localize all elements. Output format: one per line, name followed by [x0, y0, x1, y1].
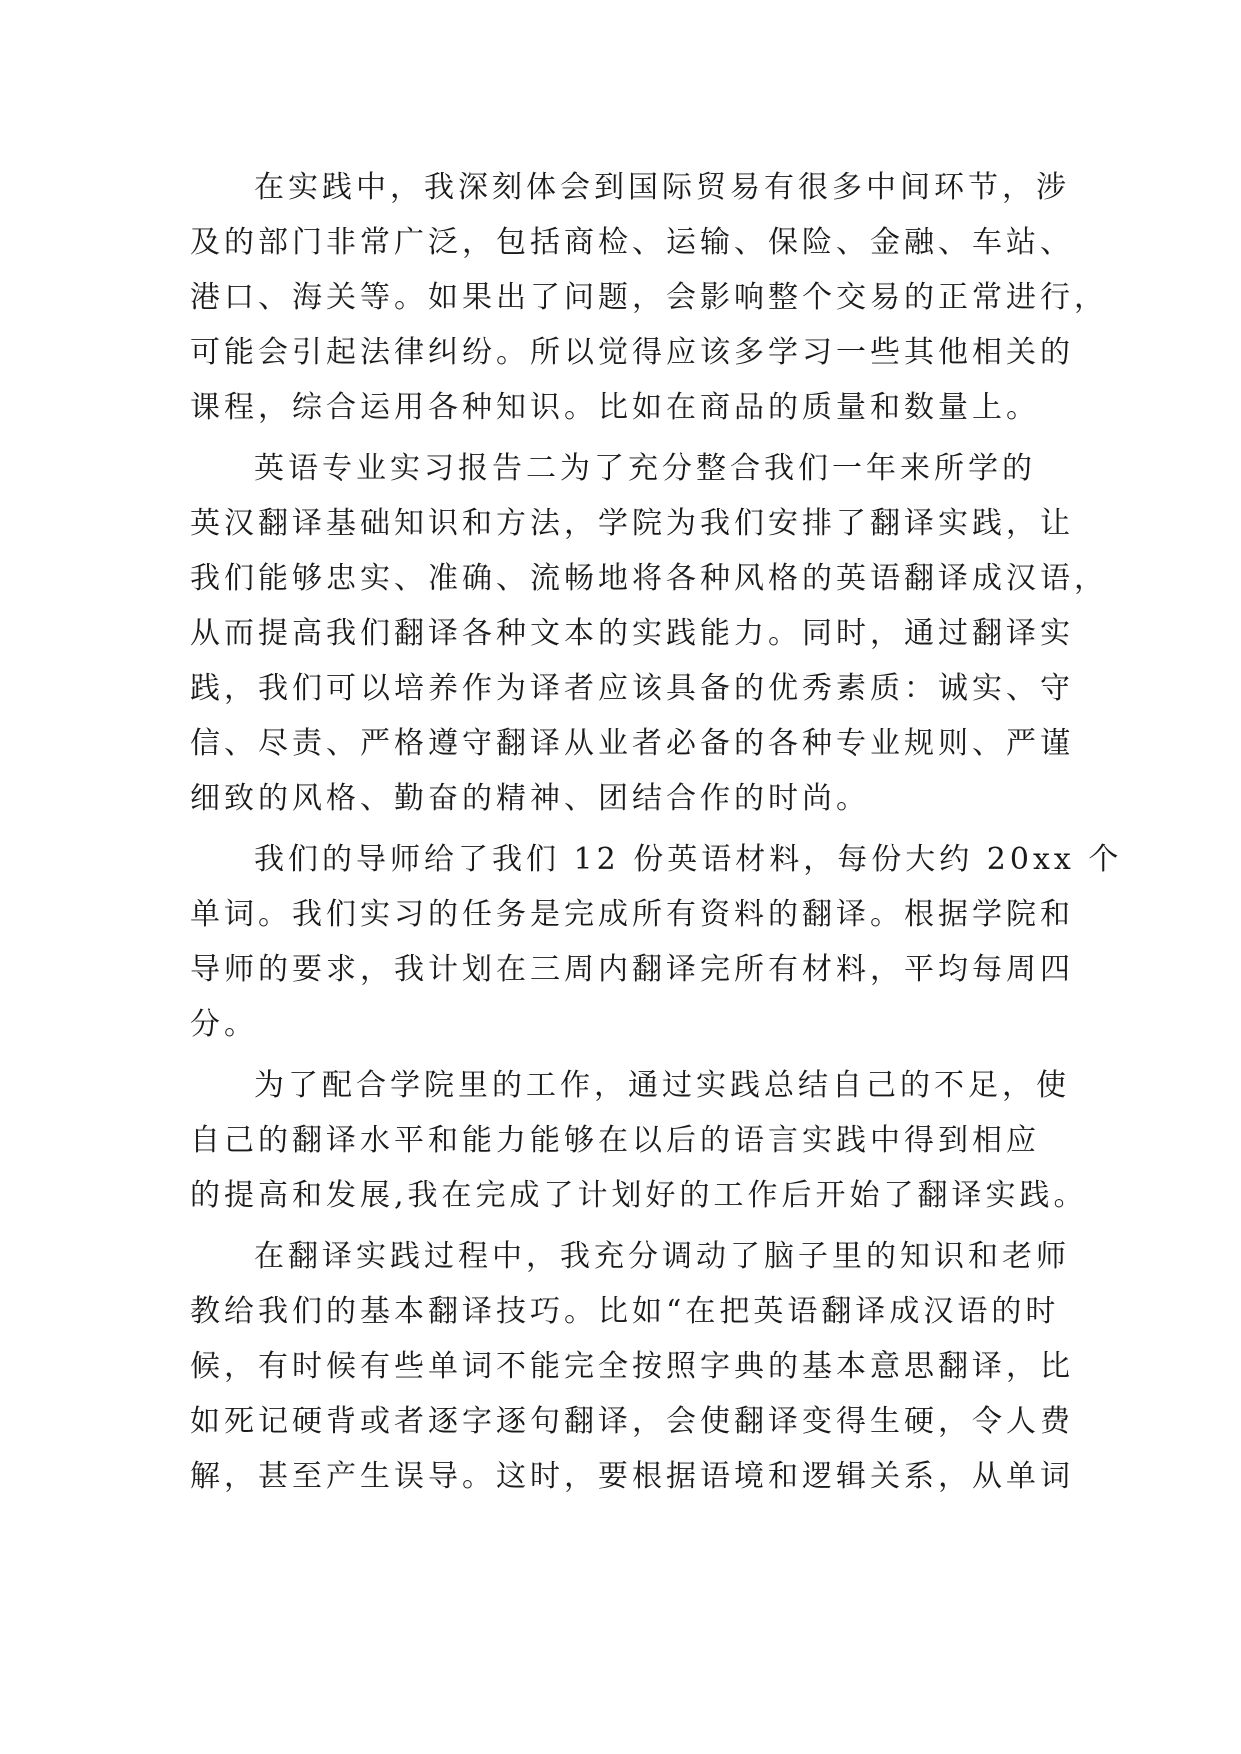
paragraph-1: [190, 160, 1108, 435]
text-line: 分。: [190, 1007, 258, 1042]
text-line: 我们的导师给了我们 12 份英语材料，每份大约 20xx 个: [254, 842, 1123, 877]
text-line: 我们能够忠实、准确、流畅地将各种风格的英语翻译成汉语，: [190, 561, 1108, 596]
text-line: 英语专业实习报告二为了充分整合我们一年来所学的: [254, 451, 1036, 486]
text-line: 可能会引起法律纠纷。所以觉得应该多学习一些其他相关的: [190, 335, 1074, 370]
text-line: 细致的风格、勤奋的精神、团结合作的时尚。: [190, 781, 870, 816]
text-line: 从而提高我们翻译各种文本的实践能力。同时，通过翻译实: [190, 616, 1074, 651]
text-line: 在实践中，我深刻体会到国际贸易有很多中间环节，涉: [254, 170, 1070, 205]
text-line: 港口、海关等。如果出了问题，会影响整个交易的正常进行，: [190, 280, 1108, 315]
paragraph-2: [190, 441, 1108, 826]
text-line: 解，甚至产生误导。这时，要根据语境和逻辑关系，从单词: [190, 1459, 1074, 1494]
text-line: 教给我们的基本翻译技巧。比如“在把英语翻译成汉语的时: [190, 1294, 1060, 1329]
text-line: 为了配合学院里的工作，通过实践总结自己的不足，使: [254, 1068, 1070, 1103]
text-line: 课程，综合运用各种知识。比如在商品的质量和数量上。: [190, 390, 1040, 425]
text-line: 候，有时候有些单词不能完全按照字典的基本意思翻译，比: [190, 1349, 1074, 1384]
paragraph-3: [190, 832, 1123, 1052]
text-line: 及的部门非常广泛，包括商检、运输、保险、金融、车站、: [190, 225, 1074, 260]
text-line: 单词。我们实习的任务是完成所有资料的翻译。根据学院和: [190, 897, 1074, 932]
text-line: 的提高和发展,我在完成了计划好的工作后开始了翻译实践。: [190, 1178, 1088, 1213]
text-line: 信、尽责、严格遵守翻译从业者必备的各种专业规则、严谨: [190, 726, 1074, 761]
paragraph-5: [190, 1229, 1080, 1504]
paragraph-4: [190, 1058, 1088, 1223]
document-body: [190, 160, 1123, 1504]
text-line: 在翻译实践过程中，我充分调动了脑子里的知识和老师: [254, 1239, 1070, 1274]
text-line: 导师的要求，我计划在三周内翻译完所有材料，平均每周四: [190, 952, 1074, 987]
text-line: 英汉翻译基础知识和方法，学院为我们安排了翻译实践，让: [190, 506, 1074, 541]
text-line: 践，我们可以培养作为译者应该具备的优秀素质：诚实、守: [190, 671, 1074, 706]
text-line: 自己的翻译水平和能力能够在以后的语言实践中得到相应: [190, 1123, 1040, 1158]
text-line: 如死记硬背或者逐字逐句翻译，会使翻译变得生硬，令人费: [190, 1404, 1074, 1439]
